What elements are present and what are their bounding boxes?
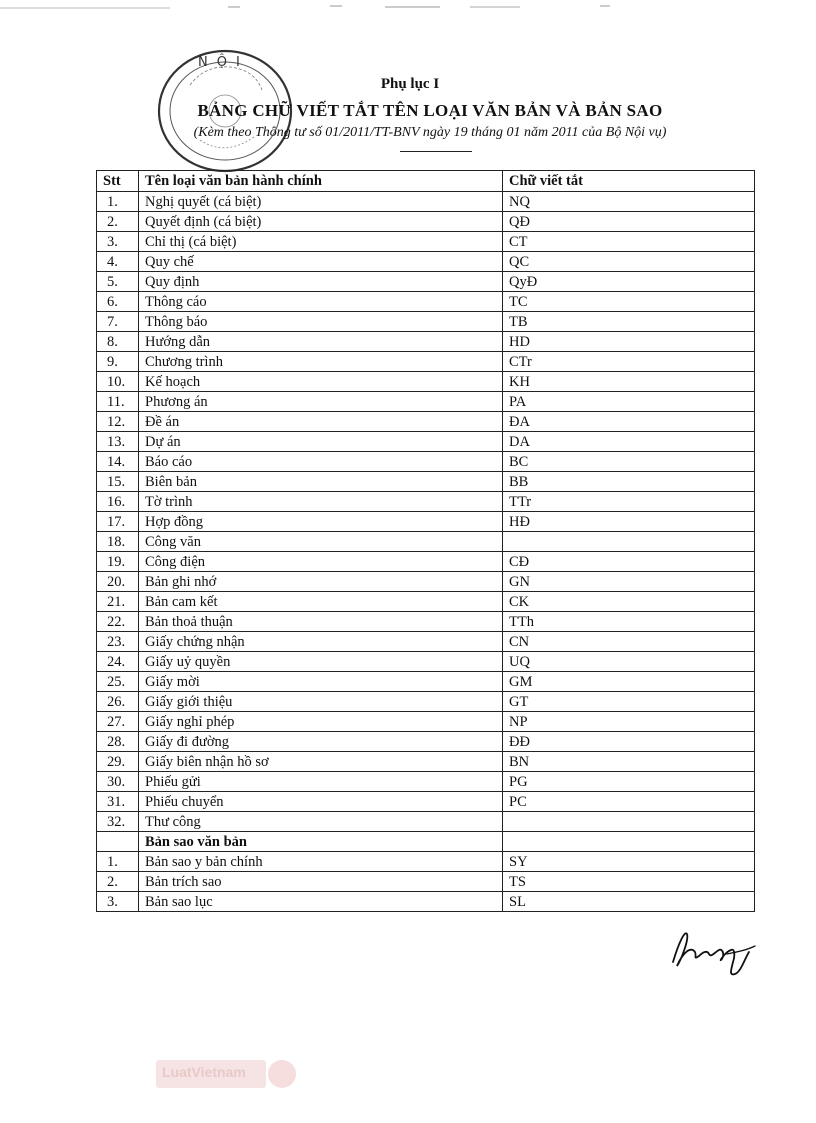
- row-stt: 4.: [97, 252, 139, 272]
- row-document-type: Công điện: [139, 552, 503, 572]
- row-stt: 1.: [97, 852, 139, 872]
- row-stt: 23.: [97, 632, 139, 652]
- row-abbreviation: HĐ: [503, 512, 755, 532]
- row-abbreviation: GN: [503, 572, 755, 592]
- row-document-type: Quy chế: [139, 252, 503, 272]
- table-row: [97, 192, 755, 212]
- row-document-type: Giấy uỷ quyền: [139, 652, 503, 672]
- row-document-type: Hướng dẫn: [139, 332, 503, 352]
- row-abbreviation: BN: [503, 752, 755, 772]
- row-abbreviation: ĐĐ: [503, 732, 755, 752]
- row-document-type: Quyết định (cá biệt): [139, 212, 503, 232]
- row-document-type: Bản trích sao: [139, 872, 503, 892]
- header-stt: Stt: [97, 171, 139, 192]
- row-document-type: Giấy giới thiệu: [139, 692, 503, 712]
- row-stt: 12.: [97, 412, 139, 432]
- row-document-type: Giấy đi đường: [139, 732, 503, 752]
- table-row: [97, 232, 755, 252]
- table-row: [97, 492, 755, 512]
- row-stt: 15.: [97, 472, 139, 492]
- table-row: [97, 472, 755, 492]
- row-abbreviation: UQ: [503, 652, 755, 672]
- table-row: [97, 572, 755, 592]
- row-document-type: Bản thoả thuận: [139, 612, 503, 632]
- row-abbreviation: PG: [503, 772, 755, 792]
- table-row: [97, 692, 755, 712]
- row-document-type: Giấy chứng nhận: [139, 632, 503, 652]
- table-row: [97, 312, 755, 332]
- row-document-type: Thư công: [139, 812, 503, 832]
- table-row: [97, 352, 755, 372]
- row-abbreviation: QĐ: [503, 212, 755, 232]
- row-document-type: Phiếu gửi: [139, 772, 503, 792]
- row-stt: 28.: [97, 732, 139, 752]
- row-abbreviation: QC: [503, 252, 755, 272]
- row-document-type: Chương trình: [139, 352, 503, 372]
- row-document-type: Giấy biên nhận hồ sơ: [139, 752, 503, 772]
- table-row: [97, 452, 755, 472]
- table-row: [97, 652, 755, 672]
- row-document-type: Tờ trình: [139, 492, 503, 512]
- row-stt: 31.: [97, 792, 139, 812]
- copy-table-row: [97, 892, 755, 912]
- row-stt: 2.: [97, 212, 139, 232]
- row-stt: 7.: [97, 312, 139, 332]
- row-abbreviation: QyĐ: [503, 272, 755, 292]
- row-abbreviation: TS: [503, 872, 755, 892]
- row-document-type: Chỉ thị (cá biệt): [139, 232, 503, 252]
- row-abbreviation: CTr: [503, 352, 755, 372]
- row-abbreviation: CĐ: [503, 552, 755, 572]
- row-abbreviation: PA: [503, 392, 755, 412]
- row-stt: 29.: [97, 752, 139, 772]
- table-row: [97, 752, 755, 772]
- row-abbreviation: CN: [503, 632, 755, 652]
- row-abbreviation: HD: [503, 332, 755, 352]
- row-abbreviation: GT: [503, 692, 755, 712]
- copy-table-row: [97, 852, 755, 872]
- table-header-row: [97, 171, 755, 192]
- row-abbreviation: KH: [503, 372, 755, 392]
- row-document-type: Bản sao y bản chính: [139, 852, 503, 872]
- row-document-type: Quy định: [139, 272, 503, 292]
- row-stt: 22.: [97, 612, 139, 632]
- row-abbreviation: TTh: [503, 612, 755, 632]
- row-stt: 30.: [97, 772, 139, 792]
- row-abbreviation: TB: [503, 312, 755, 332]
- row-document-type: Biên bản: [139, 472, 503, 492]
- row-abbreviation: TC: [503, 292, 755, 312]
- row-document-type: Kế hoạch: [139, 372, 503, 392]
- row-stt: 20.: [97, 572, 139, 592]
- row-stt: 10.: [97, 372, 139, 392]
- row-document-type: Báo cáo: [139, 452, 503, 472]
- table-row: [97, 712, 755, 732]
- table-row: [97, 252, 755, 272]
- table-row: [97, 672, 755, 692]
- table-row: [97, 392, 755, 412]
- row-abbreviation: NQ: [503, 192, 755, 212]
- row-abbreviation: GM: [503, 672, 755, 692]
- document-subtitle: (Kèm theo Thông tư số 01/2011/TT-BNV ngày 19 tháng 01 năm 2011 của Bộ Nội vụ): [193, 125, 667, 140]
- row-stt: 9.: [97, 352, 139, 372]
- table-row: [97, 332, 755, 352]
- title-underline: [400, 151, 472, 152]
- row-document-type: Bản ghi nhớ: [139, 572, 503, 592]
- row-document-type: Giấy mời: [139, 672, 503, 692]
- table-row: [97, 612, 755, 632]
- row-abbreviation: [503, 812, 755, 832]
- scan-edge-marks: [0, 0, 816, 14]
- row-abbreviation: [503, 532, 755, 552]
- row-abbreviation: SY: [503, 852, 755, 872]
- annex-label: Phụ lục I: [380, 76, 440, 92]
- table-row: [97, 512, 755, 532]
- section-abbr-cell: [503, 832, 755, 852]
- table-row: [97, 372, 755, 392]
- row-stt: 32.: [97, 812, 139, 832]
- table-row: [97, 732, 755, 752]
- row-stt: 14.: [97, 452, 139, 472]
- row-document-type: Phương án: [139, 392, 503, 412]
- row-stt: 24.: [97, 652, 139, 672]
- table-row: [97, 592, 755, 612]
- row-stt: 3.: [97, 232, 139, 252]
- watermark-logo-text: LuatVietnam: [162, 1064, 246, 1080]
- row-abbreviation: BB: [503, 472, 755, 492]
- row-document-type: Dự án: [139, 432, 503, 452]
- table-row: [97, 792, 755, 812]
- row-document-type: Hợp đồng: [139, 512, 503, 532]
- handwritten-signature: [665, 922, 760, 982]
- header-abbreviation: Chữ viết tắt: [503, 171, 755, 192]
- row-abbreviation: NP: [503, 712, 755, 732]
- table-row: [97, 412, 755, 432]
- row-document-type: Thông cáo: [139, 292, 503, 312]
- row-abbreviation: CK: [503, 592, 755, 612]
- row-stt: 25.: [97, 672, 139, 692]
- row-stt: 8.: [97, 332, 139, 352]
- row-abbreviation: PC: [503, 792, 755, 812]
- table-row: [97, 552, 755, 572]
- table-row: [97, 532, 755, 552]
- row-document-type: Công văn: [139, 532, 503, 552]
- section-row-copies: [97, 832, 755, 852]
- row-stt: 13.: [97, 432, 139, 452]
- row-stt: 19.: [97, 552, 139, 572]
- row-stt: 21.: [97, 592, 139, 612]
- row-stt: 1.: [97, 192, 139, 212]
- table-row: [97, 632, 755, 652]
- table-row: [97, 212, 755, 232]
- table-row: [97, 432, 755, 452]
- table-row: [97, 292, 755, 312]
- row-abbreviation: ĐA: [503, 412, 755, 432]
- row-abbreviation: CT: [503, 232, 755, 252]
- document-title: BẢNG CHỮ VIẾT TẮT TÊN LOẠI VĂN BẢN VÀ BẢN SAO: [197, 101, 663, 120]
- row-stt: 16.: [97, 492, 139, 512]
- row-stt: 6.: [97, 292, 139, 312]
- row-stt: 11.: [97, 392, 139, 412]
- seal-text: NỘI: [198, 55, 249, 70]
- row-stt: 26.: [97, 692, 139, 712]
- row-document-type: Giấy nghỉ phép: [139, 712, 503, 732]
- row-document-type: Nghị quyết (cá biệt): [139, 192, 503, 212]
- row-abbreviation: BC: [503, 452, 755, 472]
- row-abbreviation: DA: [503, 432, 755, 452]
- row-document-type: Bản sao lục: [139, 892, 503, 912]
- row-abbreviation: TTr: [503, 492, 755, 512]
- row-stt: 27.: [97, 712, 139, 732]
- row-document-type: Bản cam kết: [139, 592, 503, 612]
- row-stt: 3.: [97, 892, 139, 912]
- copy-table-row: [97, 872, 755, 892]
- abbreviation-table: [96, 170, 755, 912]
- row-abbreviation: SL: [503, 892, 755, 912]
- row-document-type: Đề án: [139, 412, 503, 432]
- table-row: [97, 272, 755, 292]
- row-stt: 2.: [97, 872, 139, 892]
- section-label: Bản sao văn bản: [139, 832, 503, 852]
- table-row: [97, 772, 755, 792]
- header-document-type: Tên loại văn bản hành chính: [139, 171, 503, 192]
- table-row: [97, 812, 755, 832]
- row-document-type: Phiếu chuyển: [139, 792, 503, 812]
- row-stt: 17.: [97, 512, 139, 532]
- section-stt-cell: [97, 832, 139, 852]
- row-document-type: Thông báo: [139, 312, 503, 332]
- row-stt: 5.: [97, 272, 139, 292]
- row-stt: 18.: [97, 532, 139, 552]
